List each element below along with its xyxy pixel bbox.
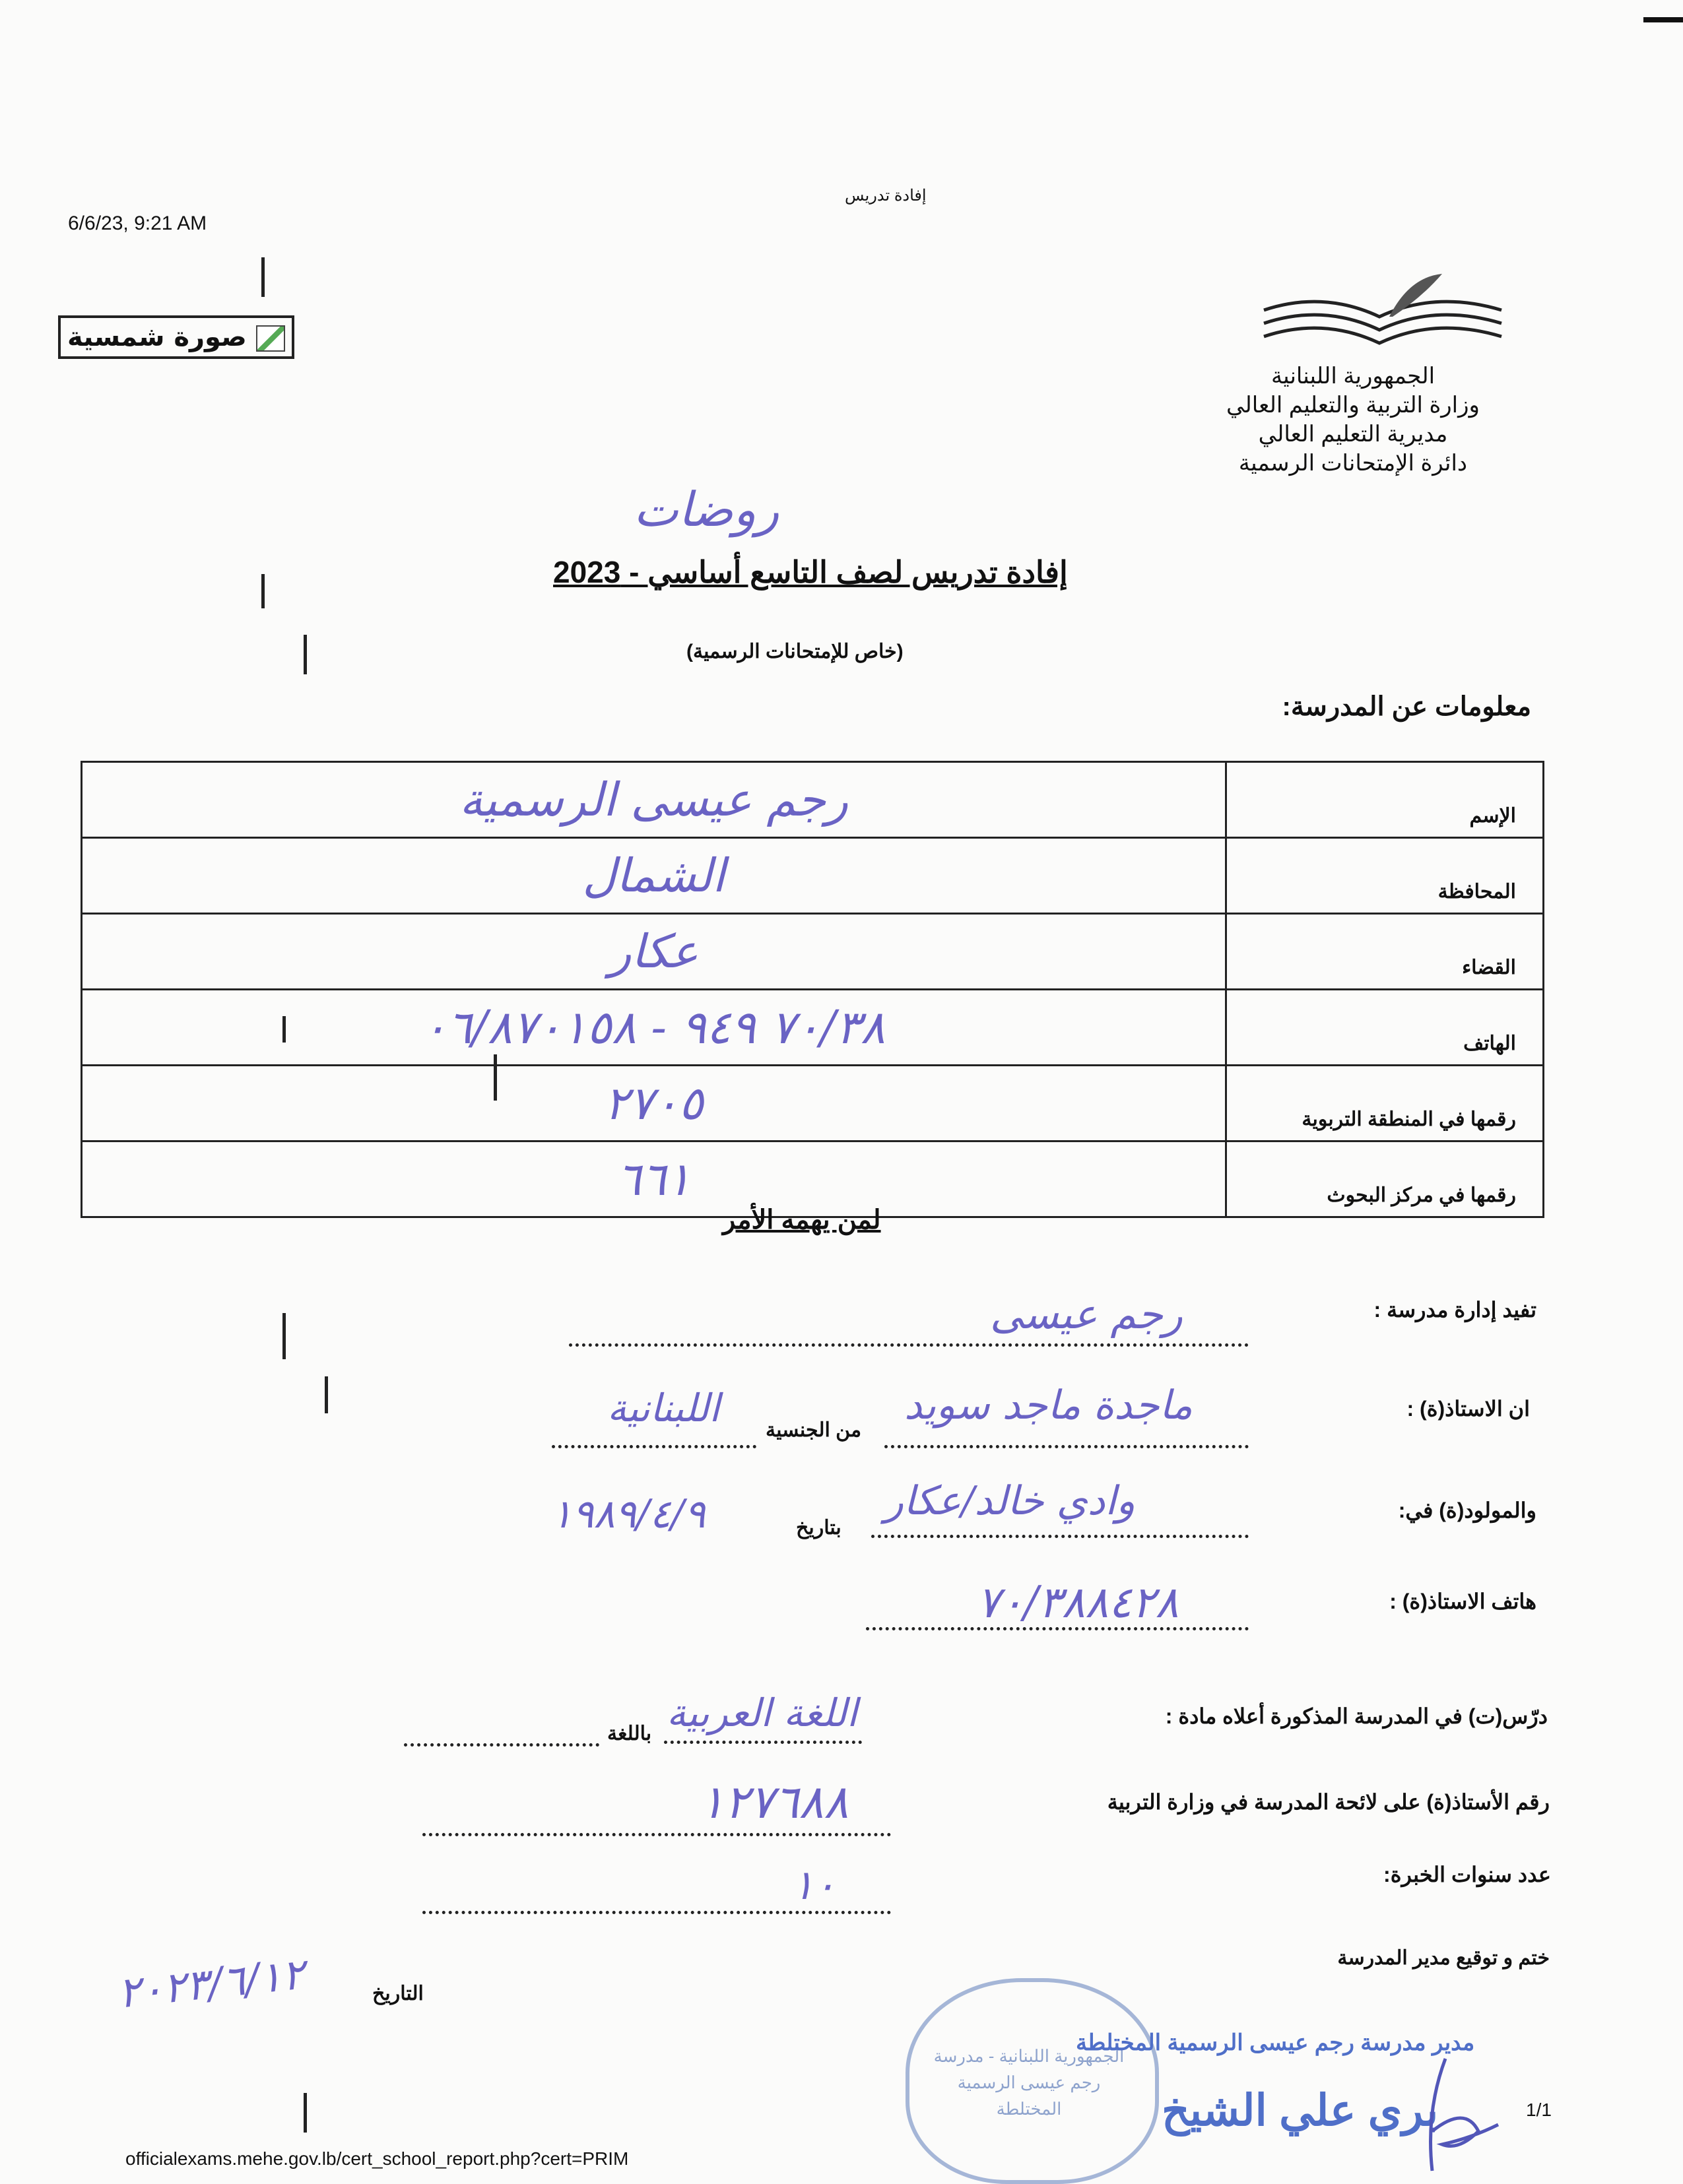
ministry-line-3: مديرية التعليم العالي xyxy=(1258,422,1448,447)
nationality-value: اللبنانية xyxy=(607,1386,720,1430)
school-admin-label: تفيد إدارة مدرسة : xyxy=(1373,1298,1536,1322)
experience-label: عدد سنوات الخبرة: xyxy=(1383,1863,1551,1886)
born-date-value: ١٩٨٩/٤/٩ xyxy=(551,1491,706,1537)
teacher-phone-value: ٧٠/٣٨٨٤٢٨ xyxy=(977,1577,1179,1628)
page-number: 1/1 xyxy=(1526,2100,1552,2120)
table-row xyxy=(82,914,1544,990)
edu-zone-number-value: ٢٧٠٥ xyxy=(82,1066,1226,1141)
roster-value: ١٢٧٦٨٨ xyxy=(700,1775,849,1829)
scan-mark xyxy=(261,257,265,297)
ministry-block xyxy=(1181,362,1525,478)
experience-line xyxy=(422,1911,891,1914)
district-value: عكار xyxy=(82,914,1226,990)
director-signature xyxy=(1406,2052,1505,2177)
photo-label: صورة شمسية xyxy=(67,322,247,352)
school-name-value: رجم عيسى الرسمية xyxy=(82,762,1226,838)
research-center-number-label: رقمها في مركز البحوث xyxy=(1226,1141,1544,1217)
date-field-label: التاريخ xyxy=(372,1983,424,2005)
scan-mark xyxy=(304,635,307,674)
ministry-line-4: دائرة الإمتحانات الرسمية xyxy=(1238,451,1468,476)
broken-image-icon xyxy=(256,325,285,352)
doc-title-small: إفادة تدريس xyxy=(845,187,927,205)
research-center-number-value: ٦٦١ xyxy=(82,1141,1226,1217)
table-row xyxy=(82,1066,1544,1141)
experience-value: ١٠ xyxy=(792,1861,836,1909)
scan-mark xyxy=(282,1313,286,1359)
teacher-phone-label: هاتف الاستاذ(ة) : xyxy=(1389,1590,1536,1613)
subject-value: اللغة العربية xyxy=(667,1690,858,1735)
roster-line xyxy=(422,1833,891,1836)
school-admin-line xyxy=(569,1343,1249,1347)
table-row xyxy=(82,990,1544,1066)
school-info-table xyxy=(81,761,1544,1218)
teacher-value: ماجدة ماجد سويد xyxy=(904,1382,1193,1429)
photo-placeholder xyxy=(58,315,294,359)
born-label: والمولود(ة) في: xyxy=(1398,1498,1536,1522)
scan-mark xyxy=(325,1376,328,1413)
governorate-label: المحافظة xyxy=(1226,838,1544,914)
phone-label: الهاتف xyxy=(1226,990,1544,1066)
school-name-label: الإسم xyxy=(1226,762,1544,838)
nationality-label: من الجنسية xyxy=(766,1419,862,1441)
teacher-line xyxy=(884,1445,1249,1448)
school-admin-value: رجم عيسى xyxy=(990,1290,1183,1338)
book-logo-icon xyxy=(1257,271,1508,350)
table-row xyxy=(82,838,1544,914)
timestamp: 6/6/23, 9:21 AM xyxy=(68,212,207,234)
handwritten-note: روضات xyxy=(634,482,779,537)
born-place-line xyxy=(871,1535,1249,1538)
roster-label: رقم الأستاذ(ة) على لائحة المدرسة في وزارة التربية xyxy=(1107,1790,1550,1814)
director-title: مدير مدرسة رجم عيسى الرسمية المختلطة xyxy=(1076,2030,1475,2055)
director-name: بري علي الشيخ xyxy=(1162,2086,1439,2135)
edu-zone-number-label: رقمها في المنطقة التربوية xyxy=(1226,1066,1544,1141)
language-line xyxy=(404,1743,599,1747)
subject-line xyxy=(664,1741,862,1744)
governorate-value: الشمال xyxy=(82,838,1226,914)
school-info-heading: معلومات عن المدرسة: xyxy=(1282,692,1531,721)
scan-mark xyxy=(304,2093,307,2133)
scan-edge-mark xyxy=(1643,17,1683,22)
teacher-label: ان الاستاذ(ة) : xyxy=(1406,1397,1530,1421)
ministry-line-1: الجمهورية اللبنانية xyxy=(1270,364,1436,389)
scan-mark xyxy=(261,574,265,608)
scan-mark xyxy=(282,1016,286,1043)
page-title: إفادة تدريس لصف التاسع أساسي - 2023 xyxy=(553,555,1068,589)
born-date-label: بتاريخ xyxy=(796,1517,842,1539)
footer-url[interactable]: officialexams.mehe.gov.lb/cert_school_report.php?cert=PRIM xyxy=(125,2148,629,2169)
to-whom-heading: لمن يهمه الأمر xyxy=(723,1205,881,1235)
nationality-line xyxy=(552,1445,756,1448)
born-place-value: وادي خالد/عكار xyxy=(884,1478,1135,1524)
phone-value: ٧٠/٣٨ ٩٤٩ - ٠٦/٨٧٠١٥٨ xyxy=(82,990,1226,1066)
date-field-value: ٢٠٢٣/٦/١٢ xyxy=(115,1950,307,2018)
ministry-line-2: وزارة التربية والتعليم العالي xyxy=(1226,393,1480,418)
subject-label: درّس(ت) في المدرسة المذكورة أعلاه مادة : xyxy=(1165,1704,1548,1728)
language-label: باللغة xyxy=(607,1723,652,1745)
district-label: القضاء xyxy=(1226,914,1544,990)
seal-text: الجمهورية اللبنانية - مدرسة رجم عيسى الرسمية المختلطة xyxy=(933,2046,1125,2119)
scan-mark xyxy=(494,1054,497,1101)
signature-label: ختم و توقيع مدير المدرسة xyxy=(1337,1947,1550,1969)
page-subtitle: (خاص للإمتحانات الرسمية) xyxy=(686,641,904,662)
table-row xyxy=(82,762,1544,838)
